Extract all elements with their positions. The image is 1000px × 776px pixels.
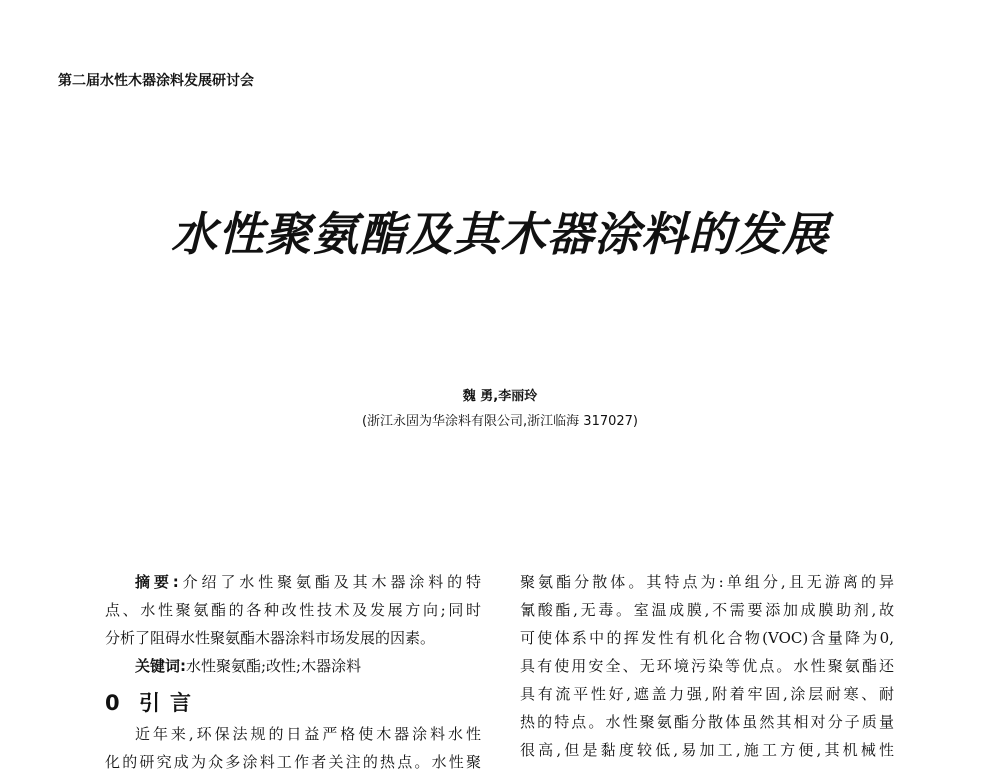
right-line-5: 具有流平性好,遮盖力强,附着牢固,涂层耐寒、耐 xyxy=(520,685,894,703)
abstract-line-1 xyxy=(105,568,481,596)
keywords-label: 关键词: xyxy=(135,657,186,675)
body-line-1: 近年来,环保法规的日益严格使木器涂料水性 xyxy=(135,725,481,743)
right-line-3: 可使体系中的挥发性有机化合物(VOC)含量降为0, xyxy=(520,629,894,647)
abstract-line-3: 分析了阻碍水性聚氨酯木器涂料市场发展的因素。 xyxy=(105,629,436,647)
abstract-label: 摘要: xyxy=(135,573,179,591)
keywords-line xyxy=(105,652,481,680)
affiliation: (浙江永固为华涂料有限公司,浙江临海 317027) xyxy=(361,414,639,429)
right-line-7: 很高,但是黏度较低,易加工,施工方便,其机械性 xyxy=(520,741,894,759)
section-title: 引言 xyxy=(139,691,201,715)
right-line-4: 具有使用安全、无环境污染等优点。水性聚氨酯还 xyxy=(520,657,894,675)
section-number: 0 xyxy=(105,691,120,715)
abstract-text-1: 介绍了水性聚氨酯及其木器涂料的特 xyxy=(178,573,481,591)
abstract-line-2: 点、水性聚氨酯的各种改性技术及发展方向;同时 xyxy=(105,601,481,619)
authors: 魏 勇,李丽玲 xyxy=(462,389,538,404)
section-heading xyxy=(105,686,481,720)
body-line-2: 化的研究成为众多涂料工作者关注的热点。水性聚 xyxy=(105,753,481,771)
right-line-2: 氰酸酯,无毒。室温成膜,不需要添加成膜助剂,故 xyxy=(520,601,894,619)
keywords-text: 水性聚氨酯;改性;木器涂料 xyxy=(186,657,362,675)
running-head: 第二届水性木器涂料发展研讨会 xyxy=(58,73,254,89)
right-line-1: 聚氨酯分散体。其特点为:单组分,且无游离的异 xyxy=(520,573,894,591)
right-line-6: 热的特点。水性聚氨酯分散体虽然其相对分子质量 xyxy=(520,713,894,731)
right-column xyxy=(520,568,894,764)
left-column xyxy=(105,568,481,776)
paper-title: 水性聚氨酯及其木器涂料的发展 xyxy=(171,207,829,261)
